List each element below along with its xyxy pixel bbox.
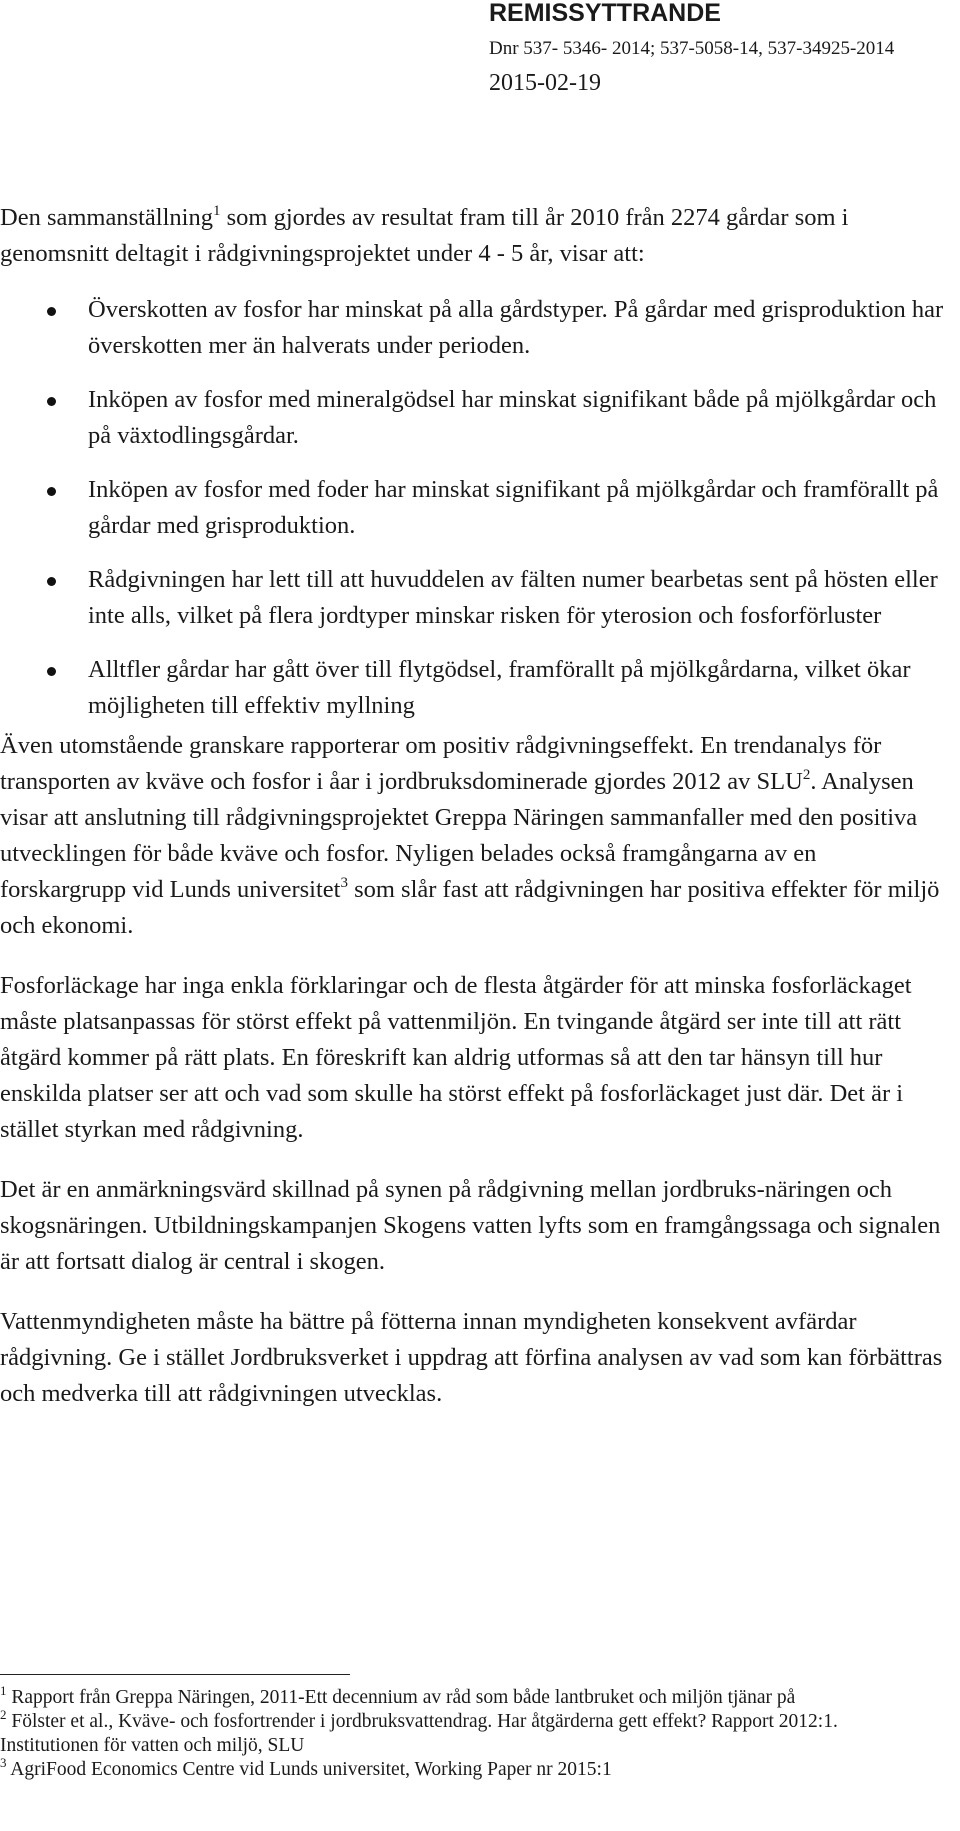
intro-text-end: som gjordes av resultat fram till år 2010 från 2274 gårdar som i genomsnitt deltagit i rådgivningsprojektet under 4 - 5 år, visar att: (0, 204, 849, 267)
footnote-number: 3 (0, 1755, 7, 1770)
document-header (489, 0, 960, 97)
bullet-icon (47, 667, 56, 676)
bullet-text: Rådgivningen har lett till att huvuddelen av fälten numer bearbetas sent på hösten eller inte alls, vilket på flera jordtyper minskar risken för yterosion och fosforförluster (88, 566, 938, 629)
paragraph-text: Även utomstående granskare rapporterar om positiv rådgivningseffekt. En trendanalys för transporten av kväve och fosfor i åar i jordbruksdominerade gjordes 2012 av SLU (0, 732, 882, 795)
bullet-item (0, 562, 946, 634)
footnote-divider (0, 1674, 350, 1675)
document-date: 2015-02-19 (489, 70, 601, 96)
footnotes-section (0, 1683, 940, 1782)
paragraph-forestry-comparison: Det är en anmärkningsvärd skillnad på synen på rådgivning mellan jordbruks-näringen och skogsnäringen. Utbildningskampanjen Skogens vatten lyfts som en framgångssaga och signalen är att fortsatt dialog är central i skogen. (0, 1176, 941, 1275)
footnote-number: 1 (0, 1683, 7, 1698)
bullet-item (0, 652, 946, 724)
bullet-text: Alltfler gårdar har gått över till flytgödsel, framförallt på mjölkgårdarna, vilket ökar möjligheten till effektiv myllning (88, 656, 911, 719)
paragraph-conclusion: Vattenmyndigheten måste ha bättre på fötterna innan myndigheten konsekvent avfärdar rådgivning. Ge i stället Jordbruksverket i uppdrag att förfina analysen av vad som kan förbättras och medverka till att rådgivningen utvecklas. (0, 1308, 943, 1407)
bullet-icon (47, 577, 56, 586)
footnote-ref-2[interactable]: 2 (802, 767, 811, 783)
footnote-text: Rapport från Greppa Näringen, 2011-Ett decennium av råd som både lantbruket och miljön tjänar på (6, 1687, 796, 1708)
footnote-1 (0, 1683, 940, 1710)
footnote-text: Fölster et al., Kväve- och fosfortrender i jordbruksvattendrag. Har åtgärderna gett effekt? Rapport 2012:1. Institutionen för vatten och miljö, SLU (0, 1711, 838, 1756)
footnote-3 (0, 1755, 940, 1782)
footnote-ref-1[interactable]: 1 (212, 203, 221, 219)
results-bullet-list (0, 292, 946, 724)
bullet-item (0, 472, 946, 544)
bullet-item (0, 292, 946, 364)
footnote-ref-3[interactable]: 3 (340, 875, 348, 891)
bullet-item (0, 382, 946, 454)
document-body (0, 200, 946, 1436)
intro-paragraph (0, 200, 946, 272)
footnote-2 (0, 1707, 940, 1758)
paragraph-text: som slår fast att rådgivningen har positiva effekter för miljö och ekonomi. (0, 876, 940, 939)
document-reference-number: Dnr 537- 5346- 2014; 537-5058-14, 537-34925-2014 (489, 38, 895, 59)
footnote-number: 2 (0, 1707, 7, 1722)
document-title: REMISSYTTRANDE (489, 0, 721, 27)
bullet-text: Inköpen av fosfor med mineralgödsel har minskat signifikant både på mjölkgårdar och på växtodlingsgårdar. (88, 386, 937, 449)
bullet-icon (47, 307, 56, 316)
bullet-icon (47, 397, 56, 406)
paragraph-external-review (0, 728, 946, 944)
bullet-icon (47, 487, 56, 496)
bullet-text: Överskotten av fosfor har minskat på alla gårdstyper. På gårdar med grisproduktion har överskotten mer än halverats under perioden. (88, 296, 944, 359)
footnote-text: AgriFood Economics Centre vid Lunds universitet, Working Paper nr 2015:1 (6, 1759, 612, 1780)
intro-text-start: Den sammanställning (0, 204, 213, 231)
paragraph-text: . Analysen visar att anslutning till rådgivningsprojektet Greppa Näringen sammanfaller med den positiva utvecklingen för både kväve och fosfor. Nyligen belades också framgångarna av en forskargrupp vid Lunds universitet (0, 768, 918, 903)
paragraph-phosphorus-leakage: Fosforläckage har inga enkla förklaringar och de flesta åtgärder för att minska fosforläckaget måste platsanpassas för störst effekt på vattenmiljön. En tvingande åtgärd ser inte till att rätt åtgärd kommer på rätt plats. En föreskrift kan aldrig utformas så att den tar hänsyn till hur enskilda platser ser att och vad som skulle ha störst effekt på fosforläckaget just där. Det är i stället styrkan med rådgivning. (0, 972, 912, 1143)
bullet-text: Inköpen av fosfor med foder har minskat signifikant på mjölkgårdar och framförallt på gårdar med grisproduktion. (88, 476, 939, 539)
